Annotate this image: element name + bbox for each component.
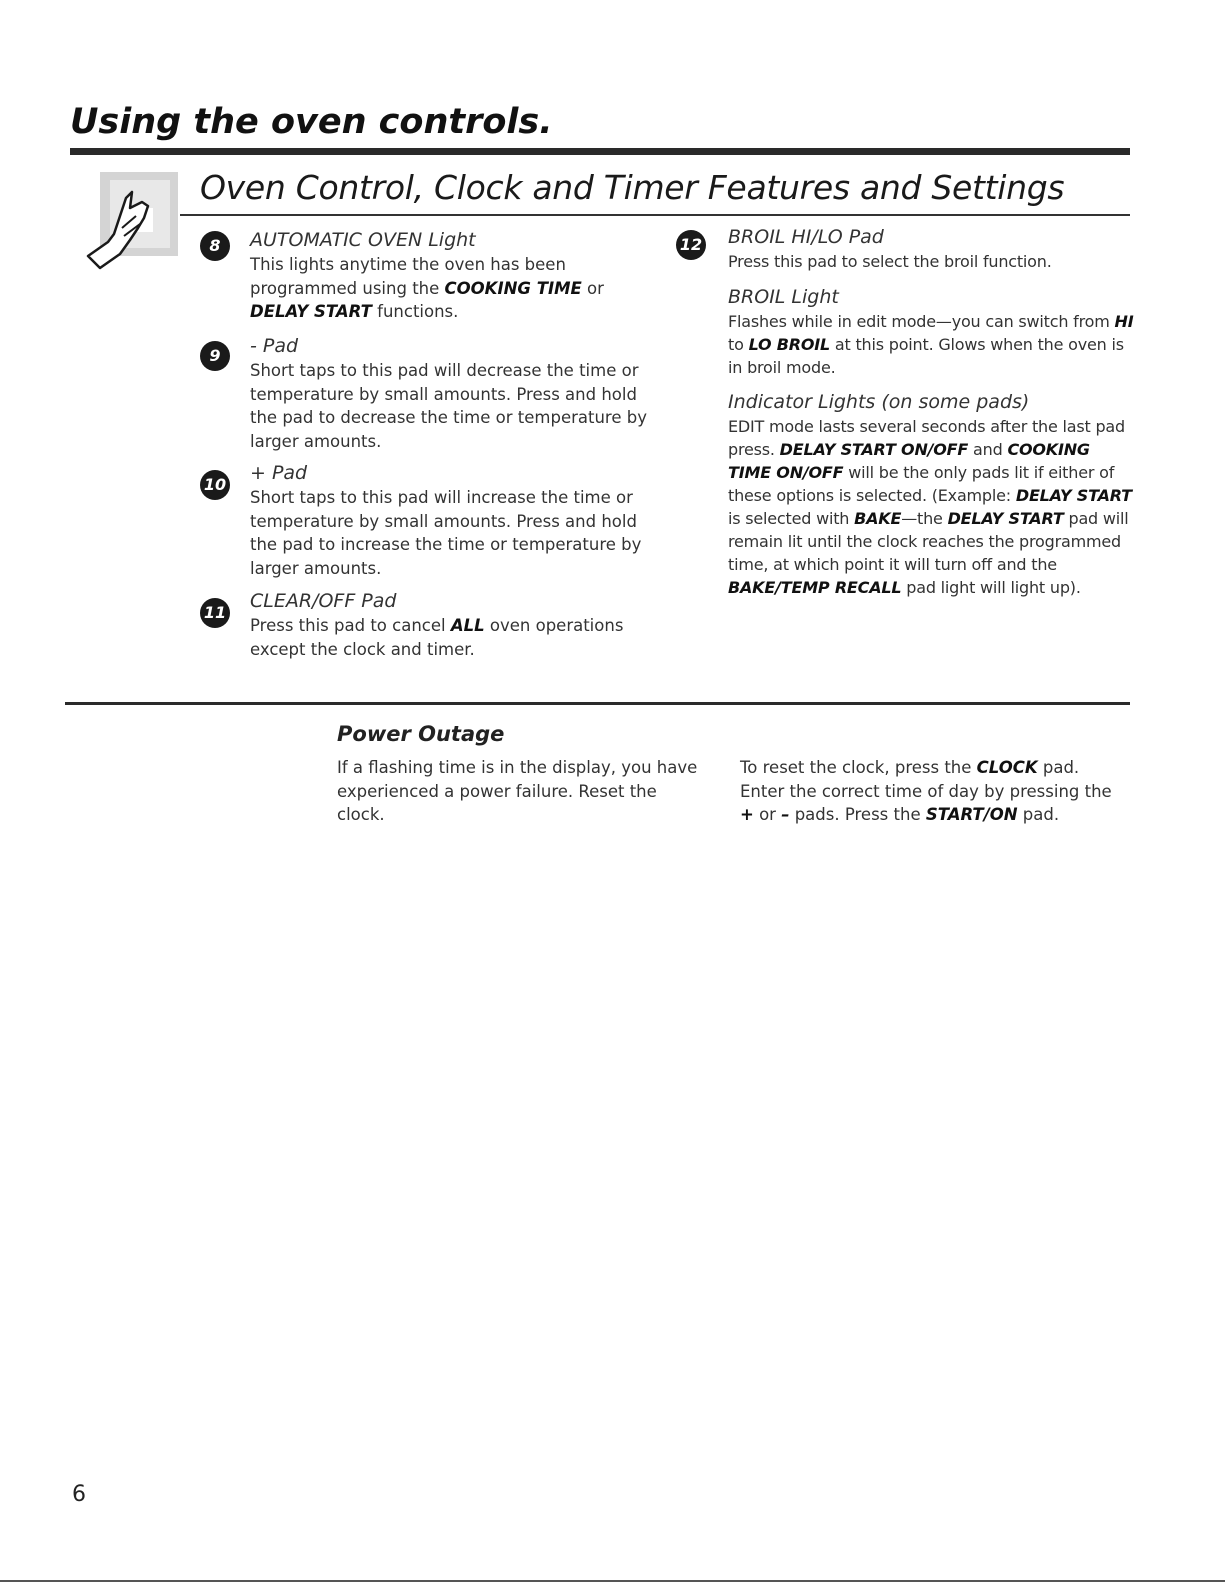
- item-description: This lights anytime the oven has been programmed using the COOKING TIME or DELAY START functions.: [250, 255, 604, 321]
- number-badge: 12: [676, 230, 706, 260]
- power-outage-right-text: To reset the clock, press the CLOCK pad. Enter the correct time of day by pressing the + or – pads. Press the START/ON pad.: [740, 758, 1112, 824]
- item-title: + Pad: [250, 462, 308, 484]
- page-number: 6: [72, 1482, 86, 1507]
- item-title: Indicator Lights (on some pads): [728, 391, 1030, 413]
- item-broil-pad: [679, 224, 1138, 273]
- item-minus-pad: [209, 333, 650, 453]
- item-description: Press this pad to cancel ALL oven operations except the clock and timer.: [250, 616, 624, 659]
- item-description: Short taps to this pad will increase the time or temperature by small amounts. Press and hold the pad to increase the time or temperature by larger amounts.: [250, 488, 642, 578]
- bottom-edge-rule: [0, 1580, 1225, 1582]
- item-automatic-oven-light: [209, 227, 650, 324]
- number-badge: 8: [200, 231, 230, 261]
- item-indicator-lights: [728, 389, 1138, 599]
- section-divider: [180, 214, 1130, 216]
- item-title: BROIL Light: [728, 286, 839, 308]
- number-badge: 10: [200, 470, 230, 500]
- section-title: Oven Control, Clock and Timer Features and Settings: [200, 168, 1065, 207]
- header-divider: [70, 148, 1130, 155]
- hand-pointing-icon: [80, 168, 180, 276]
- number-badge: 9: [200, 341, 230, 371]
- page-header-title: Using the oven controls.: [70, 102, 553, 142]
- item-title: - Pad: [250, 335, 299, 357]
- item-title: BROIL HI/LO Pad: [728, 226, 884, 248]
- item-description: Short taps to this pad will decrease the time or temperature by small amounts. Press and hold the pad to decrease the time or temperature by larger amounts.: [250, 361, 647, 451]
- number-badge: 11: [200, 598, 230, 628]
- power-outage-divider: [65, 702, 1130, 705]
- power-outage-title: Power Outage: [337, 722, 505, 746]
- item-description: EDIT mode lasts several seconds after the last pad press. DELAY START ON/OFF and COOKING TIME ON/OFF will be the only pads lit if either of these options is selected. (Example: DELAY START is selected with BAKE—the DELAY START pad will remain lit until the clock reaches the programmed time, at which point it will turn off and the BAKE/TEMP RECALL pad light will light up).: [728, 417, 1132, 597]
- item-description: Flashes while in edit mode—you can switch from HI to LO BROIL at this point. Glows when the oven is in broil mode.: [728, 312, 1134, 377]
- item-title: AUTOMATIC OVEN Light: [250, 229, 476, 251]
- item-broil-light: [728, 284, 1138, 379]
- item-title: CLEAR/OFF Pad: [250, 590, 397, 612]
- item-description: Press this pad to select the broil function.: [728, 252, 1052, 271]
- item-plus-pad: [203, 460, 650, 580]
- item-clear-off-pad: [203, 588, 650, 661]
- power-outage-left-text: If a flashing time is in the display, you have experienced a power failure. Reset the clock.: [337, 758, 698, 824]
